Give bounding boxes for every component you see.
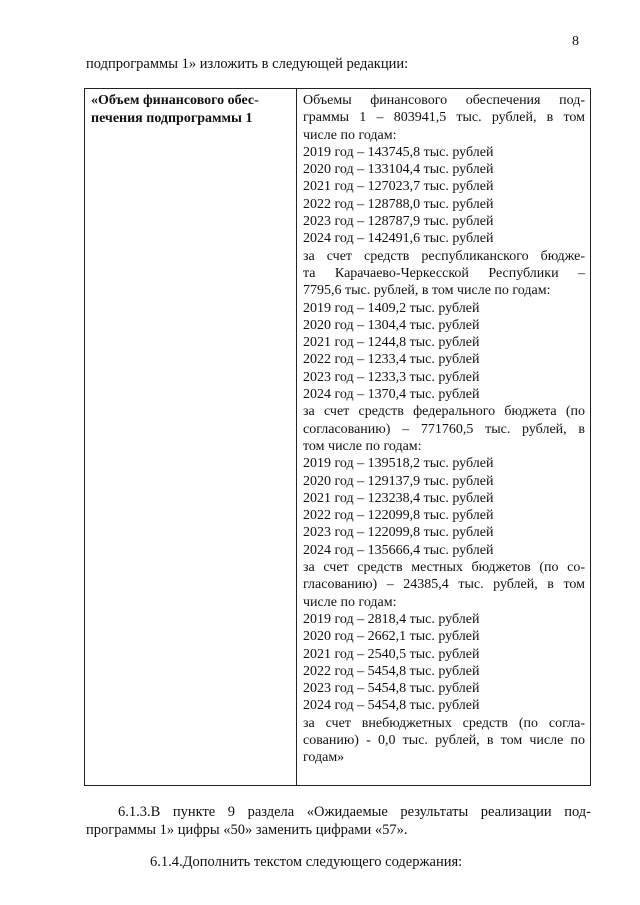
content-line: 2024 год – 135666,4 тыс. рублей	[303, 542, 494, 558]
content-line: за счет средств местных бюджетов (по со-	[303, 560, 585, 576]
content-line: гласованию) – 24385,4 тыс. рублей, в том	[303, 577, 585, 593]
content-line: 2022 год – 1233,4 тыс. рублей	[303, 352, 480, 368]
intro-text: подпрограммы 1» изложить в следующей редакции:	[86, 56, 409, 72]
content-line: 2023 год – 128787,9 тыс. рублей	[303, 214, 494, 230]
content-line: та Карачаево-Черкесской Республики –	[303, 265, 585, 281]
content-line: 2022 год – 128788,0 тыс. рублей	[303, 196, 494, 212]
content-line: 2022 год – 5454,8 тыс. рублей	[303, 663, 480, 679]
content-line: годам»	[303, 750, 345, 766]
content-line: 7795,6 тыс. рублей, в том числе по годам:	[303, 283, 551, 299]
content-line: 2021 год – 1244,8 тыс. рублей	[303, 335, 480, 351]
page-number: 8	[572, 34, 579, 49]
content-line: сованию) - 0,0 тыс. рублей, в том числе по	[303, 732, 585, 748]
content-line: 2019 год – 139518,2 тыс. рублей	[303, 456, 494, 472]
subprogram-financing-table	[84, 88, 591, 786]
paragraph-line: 6.1.4.Дополнить текстом следующего содержания:	[150, 854, 463, 870]
paragraph-line: программы 1» цифры «50» заменить цифрами «57».	[86, 822, 408, 838]
content-line: 2024 год – 1370,4 тыс. рублей	[303, 387, 480, 403]
content-line: за счет средств федерального бюджета (по	[303, 404, 585, 420]
label-line: «Объем финансового обес-	[91, 93, 259, 108]
content-line: 2019 год – 1409,2 тыс. рублей	[303, 300, 480, 316]
content-line: за счет внебюджетных средств (по согла-	[303, 715, 585, 731]
content-line: граммы 1 – 803941,5 тыс. рублей, в том	[303, 110, 585, 126]
content-line: 2021 год – 123238,4 тыс. рублей	[303, 490, 494, 506]
content-line: согласованию) – 771760,5 тыс. рублей, в	[303, 421, 585, 437]
content-line: 2019 год – 143745,8 тыс. рублей	[303, 144, 494, 160]
content-cell	[297, 89, 591, 786]
content-line: Объемы финансового обеспечения под-	[303, 93, 585, 108]
table-row	[85, 89, 591, 786]
content-line: числе по годам:	[303, 594, 397, 610]
content-line: 2020 год – 129137,9 тыс. рублей	[303, 473, 494, 489]
content-line: том числе по годам:	[303, 438, 422, 454]
content-line: 2020 год – 133104,4 тыс. рублей	[303, 162, 494, 178]
content-line: 2020 год – 2662,1 тыс. рублей	[303, 629, 480, 645]
content-line: числе по годам:	[303, 127, 397, 143]
paragraph-line: 6.1.3.В пункте 9 раздела «Ожидаемые результаты реализации под-	[118, 804, 591, 820]
label-line: печения подпрограммы 1	[91, 110, 253, 126]
content-line: 2023 год – 1233,3 тыс. рублей	[303, 369, 480, 385]
content-line: 2023 год – 122099,8 тыс. рублей	[303, 525, 494, 541]
paragraph-6-1-3	[86, 803, 591, 839]
paragraph-6-1-4	[86, 853, 591, 871]
content-line: 2024 год – 142491,6 тыс. рублей	[303, 231, 494, 247]
label-cell	[85, 89, 297, 786]
content-line: 2024 год – 5454,8 тыс. рублей	[303, 698, 480, 714]
content-line: 2022 год – 122099,8 тыс. рублей	[303, 508, 494, 524]
content-line: 2021 год – 2540,5 тыс. рублей	[303, 646, 480, 662]
content-line: 2019 год – 2818,4 тыс. рублей	[303, 611, 480, 627]
content-line: 2020 год – 1304,4 тыс. рублей	[303, 317, 480, 333]
content-line: 2021 год – 127023,7 тыс. рублей	[303, 179, 494, 195]
content-line: за счет средств республиканского бюдже-	[303, 248, 585, 264]
content-line: 2023 год – 5454,8 тыс. рублей	[303, 681, 480, 697]
